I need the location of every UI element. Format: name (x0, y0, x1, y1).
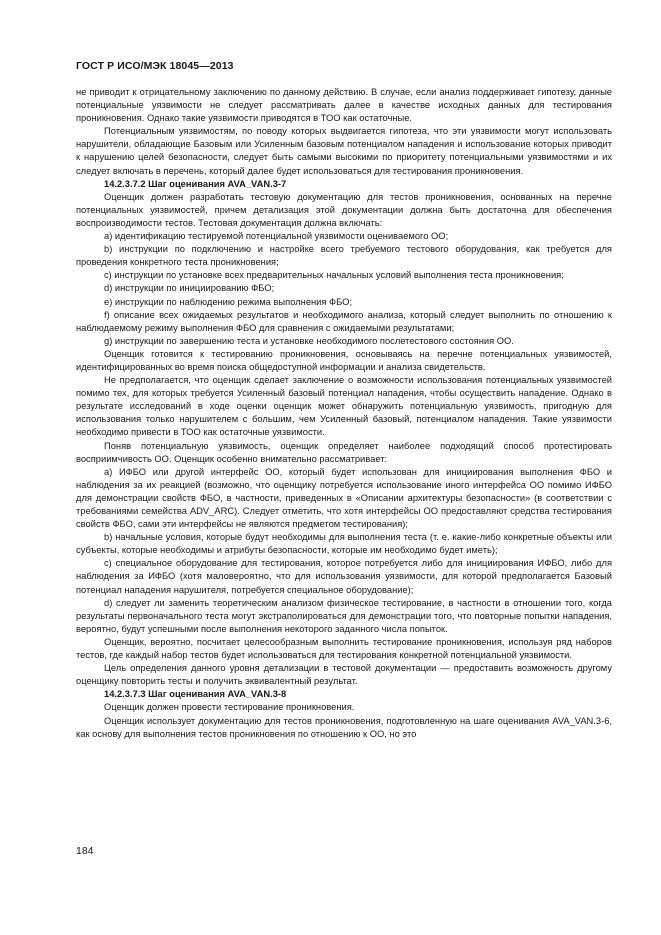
paragraph: Оценщик должен провести тестирование проникновения. (104, 702, 355, 713)
document-body (76, 86, 612, 741)
document-header: ГОСТ Р ИСО/МЭК 18045—2013 (76, 60, 234, 72)
paragraph: g) инструкции по завершению теста и установке необходимого послетестового состояния ОО. (104, 335, 514, 346)
paragraph: f) описание всех ожидаемых результатов и необходимого анализа, который следует выполнить по отношению к наблюдаемому режиму выполнения ФБО для сравнения с ожидаемыми результатами; (76, 309, 612, 333)
paragraph: d) инструкции по инициированию ФБО; (104, 283, 275, 294)
paragraph: b) инструкции по подключению и настройке всего требуемого тестового оборудования, как требуется для проведения конкретного теста проникновения; (76, 244, 612, 268)
paragraph: e) инструкции по наблюдению режима выполнения ФБО; (104, 296, 353, 307)
paragraph: Не предполагается, что оценщик сделает заключение о возможности использования потенциальных уязвимостей помимо тех, для которых требуется Усиленный базовый потенциал нападения, чтобы осуществить нападение. Однако в результате исследований в ходе оценки оценщик может обнаружить потенциальную уязвимость, пригодную для использования только нарушителем с большим, чем Усиленный базовый, потенциалом нападения. Такие уязвимости необходимо привести в ТОО как остаточные уязвимости. (76, 375, 612, 438)
paragraph: Поняв потенциальную уязвимость, оценщик определяет наиболее подходящий способ протестировать восприимчивость ОО. Оценщик особенно внимательно рассматривает: (76, 440, 612, 464)
paragraph: Оценщик должен разработать тестовую документацию для тестов проникновения, основанных на перечне потенциальных уязвимостей, причем детализация этой документации должна быть достаточна для обеспечения воспроизводимости тестов. Тестовая документация должна включать: (76, 191, 612, 228)
paragraph: Оценщик готовится к тестированию проникновения, основываясь на перечне потенциальных уязвимостей, идентифицированных во время поиска общедоступной информации и анализа свидетельств. (76, 348, 612, 372)
paragraph: Потенциальным уязвимостям, по поводу которых выдвигается гипотеза, что эти уязвимости могут использовать нарушители, обладающие Базовым или Усиленным базовым потенциалом нападения и использование которых приводит к нарушению целей безопасности, следует быть самыми высокими по приоритету потенциальными уязвимостями и их следует включать в перечень, который далее будет использоваться для тестирования проникновения. (76, 126, 612, 176)
page-number: 184 (76, 845, 94, 857)
paragraph: не приводит к отрицательному заключению по данному действию. В случае, если анализ поддерживает гипотезу, данные потенциальные уязвимости не следует рассматривать далее в качестве исходных данных для тестирования проникновения. Однако такие уязвимости приводятся в ТОО как остаточные. (76, 87, 612, 124)
paragraph: c) инструкции по установке всех предварительных начальных условий выполнения теста проникновения; (104, 270, 564, 281)
paragraph: Цель определения данного уровня детализации в тестовой документации — предоставить возможность другому оценщику повторить тесты и получить эквивалентный результат. (76, 663, 612, 687)
paragraph: a) идентификацию тестируемой потенциальной уязвимости оцениваемого ОО; (104, 231, 449, 242)
section-heading: 14.2.3.7.3 Шаг оценивания AVA_VAN.3-8 (104, 689, 287, 700)
paragraph: a) ИФБО или другой интерфейс ОО, который будет использован для инициирования выполнения ФБО и наблюдения за их реакцией (возможно, что оценщику потребуется использование иного интерфейса ОО помимо ИФБО для демонстрации свойств ФБО, в частности, приведенных в «Описании архитектуры безопасности» (в соответствии с требованиями семейства ADV_ARC). Следует отметить, что хотя интерфейсы ОО предоставляют средства тестирования свойств ФБО, сами эти интерфейсы не являются предметом тестирования); (76, 466, 612, 530)
paragraph: d) следует ли заменить теоретическим анализом физическое тестирование, в частности в отношении того, когда результаты первоначального теста могут экстраполироваться для демонстрации того, что повторные попытки нападения, вероятно, будут успешными после выполнения некоторого заданного числа попыток. (76, 597, 612, 634)
section-heading: 14.2.3.7.2 Шаг оценивания AVA_VAN.3-7 (104, 178, 287, 189)
paragraph: Оценщик использует документацию для тестов проникновения, подготовленную на шаге оценивания AVA_VAN.3-6, как основу для выполнения тестов проникновения по отношению к ОО, но это (76, 715, 612, 739)
paragraph: Оценщик, вероятно, посчитает целесообразным выполнить тестирование проникновения, используя ряд наборов тестов, где каждый набор тестов будет использоваться для тестирования конкретной потенциальной уязвимости. (76, 636, 612, 661)
paragraph: c) специальное оборудование для тестирования, которое потребуется либо для инициирования ИФБО, либо для наблюдения за ИФБО (хотя маловероятно, что для использования уязвимости, для которой предполагается Базовый потенциал нападения нарушителя, потребуется специальное оборудование); (76, 558, 612, 595)
paragraph: b) начальные условия, которые будут необходимы для выполнения теста (т. е. какие-либо конкретные объекты или субъекты, которые необходимы и атрибуты безопасности, которые им необходимо будет иметь); (76, 532, 612, 556)
